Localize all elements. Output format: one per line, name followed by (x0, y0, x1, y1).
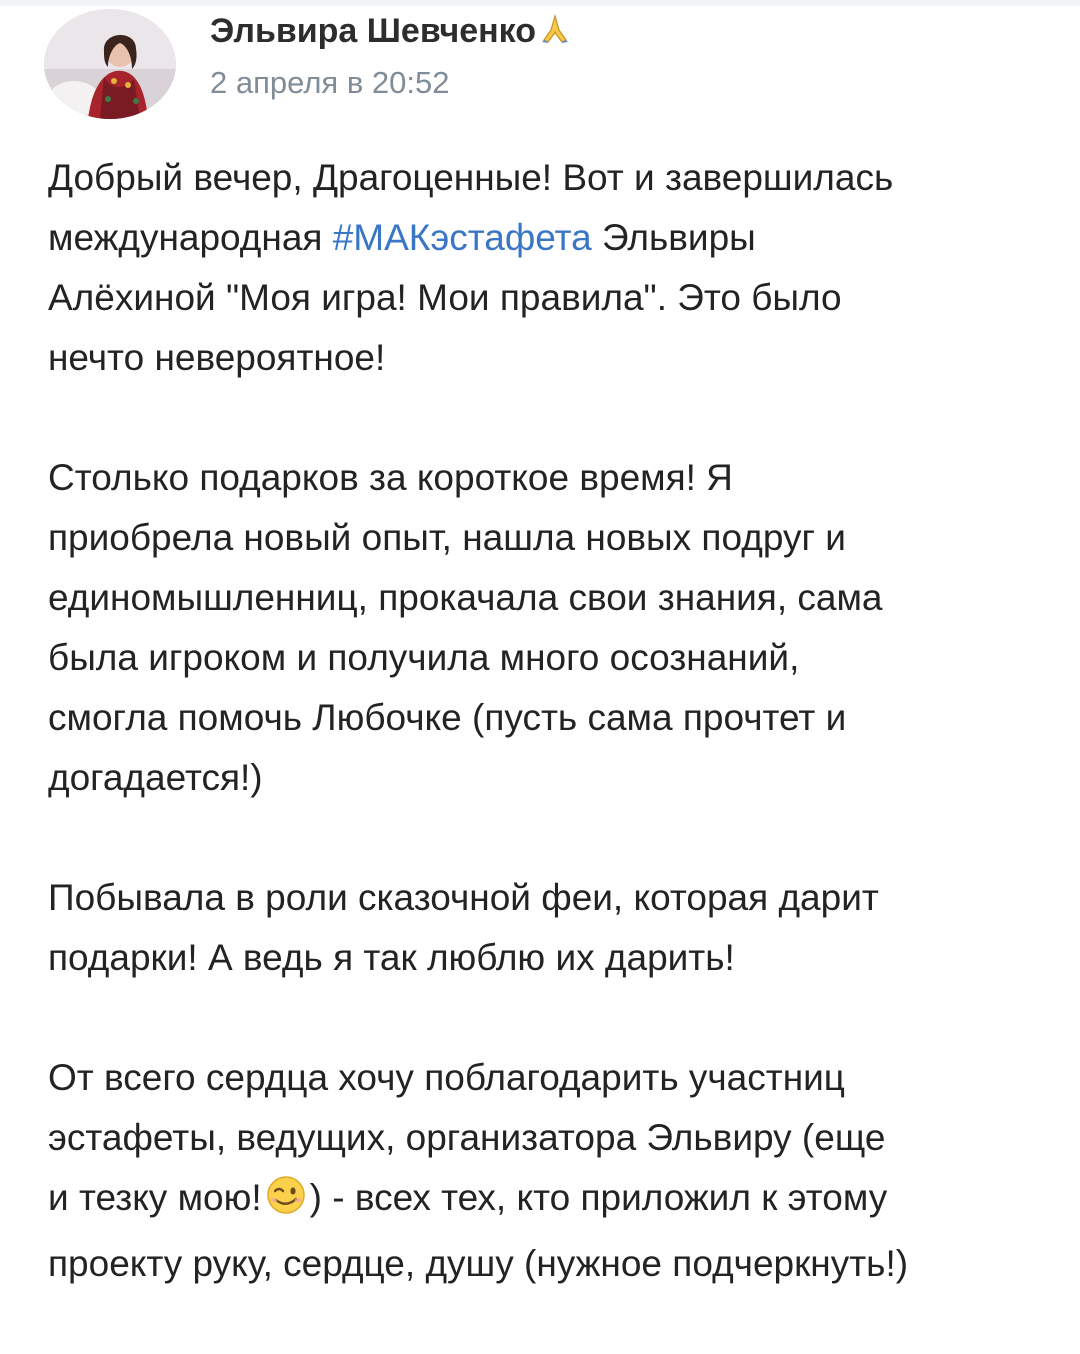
text-line: Столько подарков за короткое время! Я (48, 457, 733, 498)
paragraph-2 (48, 448, 1048, 808)
text-line: Добрый вечер, Драгоценные! Вот и завершилась (48, 157, 894, 198)
winking-face-icon (262, 1174, 310, 1234)
hashtag-link[interactable]: #МАКэстафета (332, 217, 592, 258)
text-line: Побывала в роли сказочной феи, которая дарит (48, 877, 879, 918)
text-line: проекту руку, сердце, душу (нужное подчеркнуть!) (48, 1243, 909, 1284)
text-line: догадается!) (48, 757, 263, 798)
text-line: От всего сердца хочу поблагодарить участниц (48, 1057, 845, 1098)
post-date[interactable]: 2 апреля в 20:52 (210, 65, 450, 100)
top-divider (0, 0, 1080, 6)
paragraph-3 (48, 868, 1048, 988)
post-text (48, 148, 1048, 1354)
text-line: нечто невероятное! (48, 337, 386, 378)
paragraph-4 (48, 1048, 1048, 1294)
text-line: подарки! А ведь я так люблю их дарить! (48, 937, 735, 978)
text-line: единомышленниц, прокачала свои знания, сама (48, 577, 883, 618)
text-line: Эльвиры (591, 217, 756, 258)
author-name-text[interactable]: Эльвира Шевченко (210, 12, 536, 50)
folded-hands-icon (540, 12, 570, 54)
paragraph-1 (48, 148, 1048, 388)
author-block (210, 10, 570, 106)
text-line: смогла помочь Любочке (пусть сама прочтет и (48, 697, 847, 738)
post-header (44, 8, 570, 120)
avatar[interactable] (44, 9, 176, 119)
author-avatar-photo (44, 9, 176, 119)
text-line: была игроком и получила много осознаний, (48, 637, 800, 678)
text-line: международная (48, 217, 333, 258)
text-line: эстафеты, ведущих, организатора Эльвиру (еще (48, 1117, 886, 1158)
text-line: и тезку мою! (48, 1177, 262, 1218)
text-line: приобрела новый опыт, нашла новых подруг и (48, 517, 846, 558)
author-name[interactable] (210, 10, 570, 54)
text-line: ) - всех тех, кто приложил к этому (309, 1177, 888, 1218)
text-line: Алёхиной "Моя игра! Мои правила". Это было (48, 277, 842, 318)
